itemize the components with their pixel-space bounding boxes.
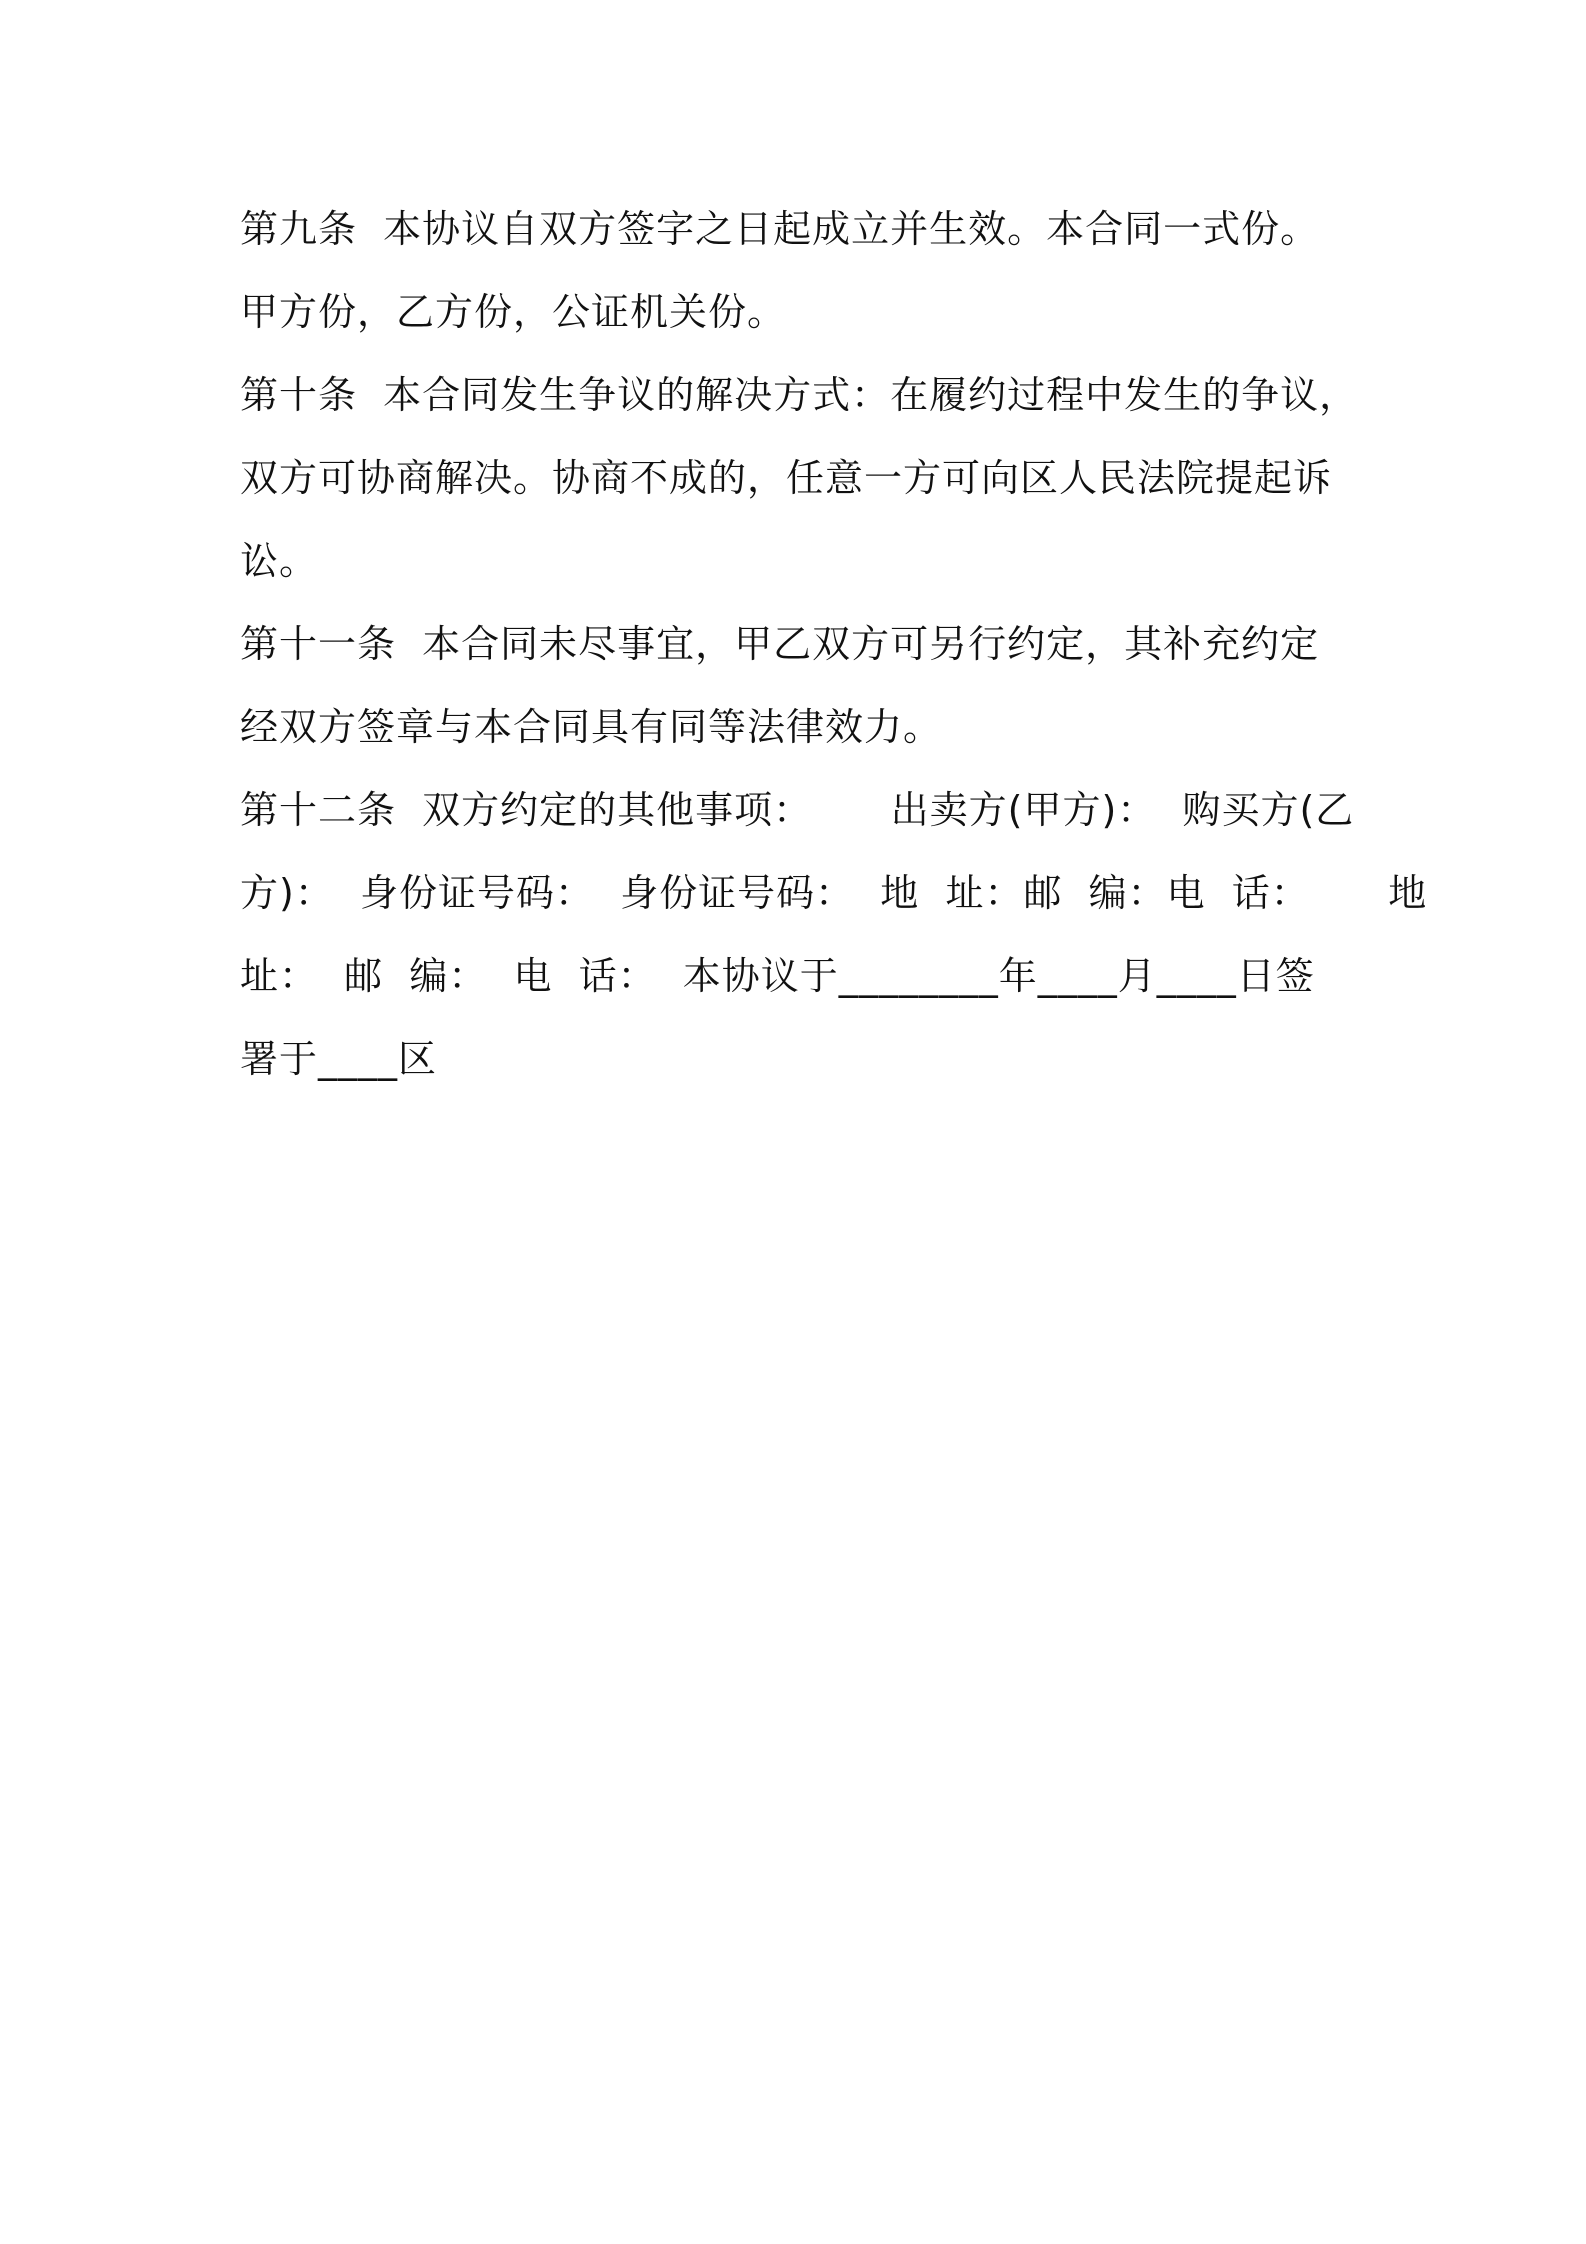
text-line: 双方可协商解决。协商不成的，任意一方可向区人民法院提起诉: [240, 456, 1333, 500]
text-line: 第十一条 本合同未尽事宜，甲乙双方可另行约定，其补充约定: [240, 622, 1320, 666]
text-line: 方)： 身份证号码： 身份证号码： 地 址：邮 编：电 话： 地: [240, 871, 1428, 915]
text-line: 第十二条 双方约定的其他事项： 出卖方(甲方)： 购买方(乙: [240, 788, 1355, 832]
text-line: 署于____区: [240, 1037, 438, 1081]
text-line: 讼。: [240, 539, 319, 583]
document-body: [240, 188, 1428, 1101]
text-line: 甲方份，乙方份，公证机关份。: [240, 290, 787, 334]
text-line: 第九条 本协议自双方签字之日起成立并生效。本合同一式份。: [240, 207, 1320, 251]
text-line: 址： 邮 编： 电 话： 本协议于________年____月____日签: [240, 954, 1315, 998]
text-line: 第十条 本合同发生争议的解决方式：在履约过程中发生的争议，: [240, 373, 1359, 417]
text-line: 经双方签章与本合同具有同等法律效力。: [240, 705, 943, 749]
